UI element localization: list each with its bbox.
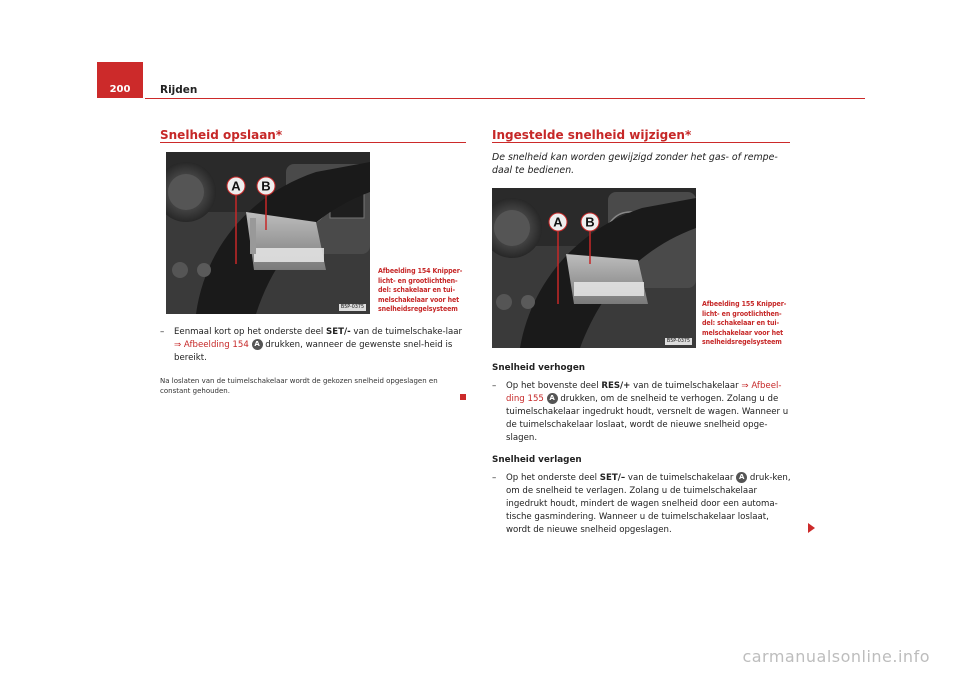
step-text: Op het bovenste deel [506,381,602,391]
figure-155-caption: Afbeelding 155 Knipper-licht- en grootlichthen-del: schakelaar en tui-melschakelaar voor het snelheidsregelsysteem [702,300,787,347]
step-dash: – [492,473,497,483]
res-plus-key: RES/+ [601,381,631,391]
figure-code: B5P-0375 [666,339,690,344]
right-intro: De snelheid kan worden gewijzigd zonder het gas- of rempe-daal te bedienen. [492,152,778,176]
step-text: drukken, om de snelheid te verhogen. Zolang u de tuimelschakelaar ingedrukt houdt, versnelt de wagen. Wanneer u de tuimelschakelaar loslaat, wordt de nieuwe snelheid opge-slagen. [506,394,789,443]
figure-reference-link[interactable]: ⇒ Afbeel-ding 155 [506,381,782,404]
step-text: Op het onderste deel [506,473,600,483]
step-dash: – [492,381,497,391]
right-body [492,362,792,537]
step-text: Eenmaal kort op het onderste deel [174,327,327,337]
callout-a: A [231,178,241,194]
callout-badge-a: A [252,339,263,350]
next-page-arrow-icon[interactable] [808,523,815,533]
left-section-rule [160,142,466,143]
callout-badge-a: A [547,393,558,404]
right-section-heading: Ingestelde snelheid wijzigen* [492,128,692,142]
header-rule [145,98,865,99]
chapter-title: Rijden [160,84,198,96]
callout-a: A [553,214,563,230]
step-text: drukken, wanneer de gewenste snel-heid is bereikt. [174,340,453,363]
watermark: carmanualsonline.info [742,647,930,666]
callout-b: B [585,214,595,230]
decrease-subheading: Snelheid verlagen [492,455,582,465]
figure-155-photo [492,188,696,348]
step-text: van de tuimelschakelaar [625,473,737,483]
figure-154-photo [166,152,370,314]
dashboard-illustration [492,188,696,348]
page-number: 200 [109,84,131,95]
figure-code: B5P-0375 [340,305,364,310]
dashboard-illustration [166,152,370,314]
section-end-marker [460,394,466,400]
figure-154-caption: Afbeelding 154 Knipper-licht- en grootlichthen-del: schakelaar en tui-melschakelaar voor het snelheidsregelsysteem [378,267,463,314]
increase-subheading: Snelheid verhogen [492,363,586,373]
decrease-step [492,472,792,537]
set-minus-key: SET/– [599,473,626,483]
step-text: van de tuimelschakelaar [630,381,742,391]
callout-badge-a: A [736,472,747,483]
step-text: druk-ken, om de snelheid te verlagen. Zolang u de tuimelschakelaar ingedrukt houdt, mindert de wagen snelheid door een automa-tische gasmindering. Wanneer u de tuimelschakelaar loslaat, wordt de nieuwe snelheid opgeslagen. [506,473,791,535]
left-section-heading: Snelheid opslaan* [160,128,283,142]
left-step [160,326,466,365]
left-note: Na loslaten van de tuimelschakelaar wordt de gekozen snelheid opgeslagen en constant gehouden. [160,377,438,395]
right-section-rule [492,142,790,143]
set-minus-key: SET/- [326,327,351,337]
callout-b: B [261,178,271,194]
step-dash: – [160,327,165,337]
figure-reference-link[interactable]: ⇒ Afbeelding 154 [174,340,249,350]
increase-step [492,380,792,445]
step-text: van de tuimelschake-laar [350,327,463,337]
